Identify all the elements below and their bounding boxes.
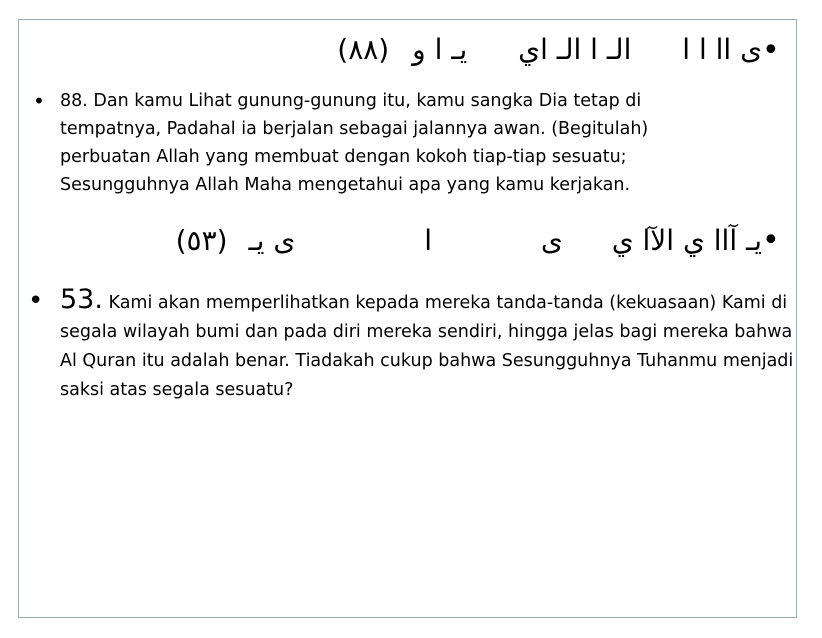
translation-verse-53 — [60, 286, 800, 405]
translation-bullet-53: • — [28, 286, 44, 316]
arabic-segment: ى — [540, 224, 563, 257]
translation-text-53: Kami akan memperlihatkan kepada mereka tanda-tanda (kekuasaan) Kami di segala wilayah bumi dan pada diri mereka sendiri, hingga jelas bagi mereka bahwa Al Quran itu adalah benar. Tiadakah cukup bahwa Sesungguhnya Tuhanmu menjadi saksi atas segala sesuatu? — [60, 293, 794, 400]
verse-number-88: (٨٨) — [337, 33, 390, 66]
verse-number-53: (٥٣) — [175, 224, 228, 257]
arabic-bullet-53: • — [762, 223, 780, 258]
arabic-segment: يـ آاا ي الآا ي — [611, 224, 762, 257]
arabic-segment: ا — [424, 224, 432, 257]
arabic-segment: ى اا ا ا — [682, 33, 762, 66]
verse-number-53-latin: 53. — [60, 284, 103, 315]
arabic-segment: الـ ا الـ اي — [518, 33, 632, 66]
arabic-verse-53 — [176, 224, 762, 257]
translation-verse-88: 88. Dan kamu Lihat gunung-gunung itu, kamu sangka Dia tetap di tempatnya, Padahal ia berjalan sebagai jalannya awan. (Begitulah) perbuatan Allah yang membuat dengan kokoh tiap-tiap sesuatu; Sesungguhnya Allah Maha mengetahui apa yang kamu kerjakan. — [60, 91, 649, 195]
arabic-segment: يـ ا و — [412, 33, 468, 66]
arabic-bullet-88: • — [762, 33, 780, 68]
arabic-segment: ى يـ — [248, 224, 296, 257]
translation-bullet-88: • — [33, 89, 45, 113]
arabic-verse-88 — [337, 33, 762, 66]
